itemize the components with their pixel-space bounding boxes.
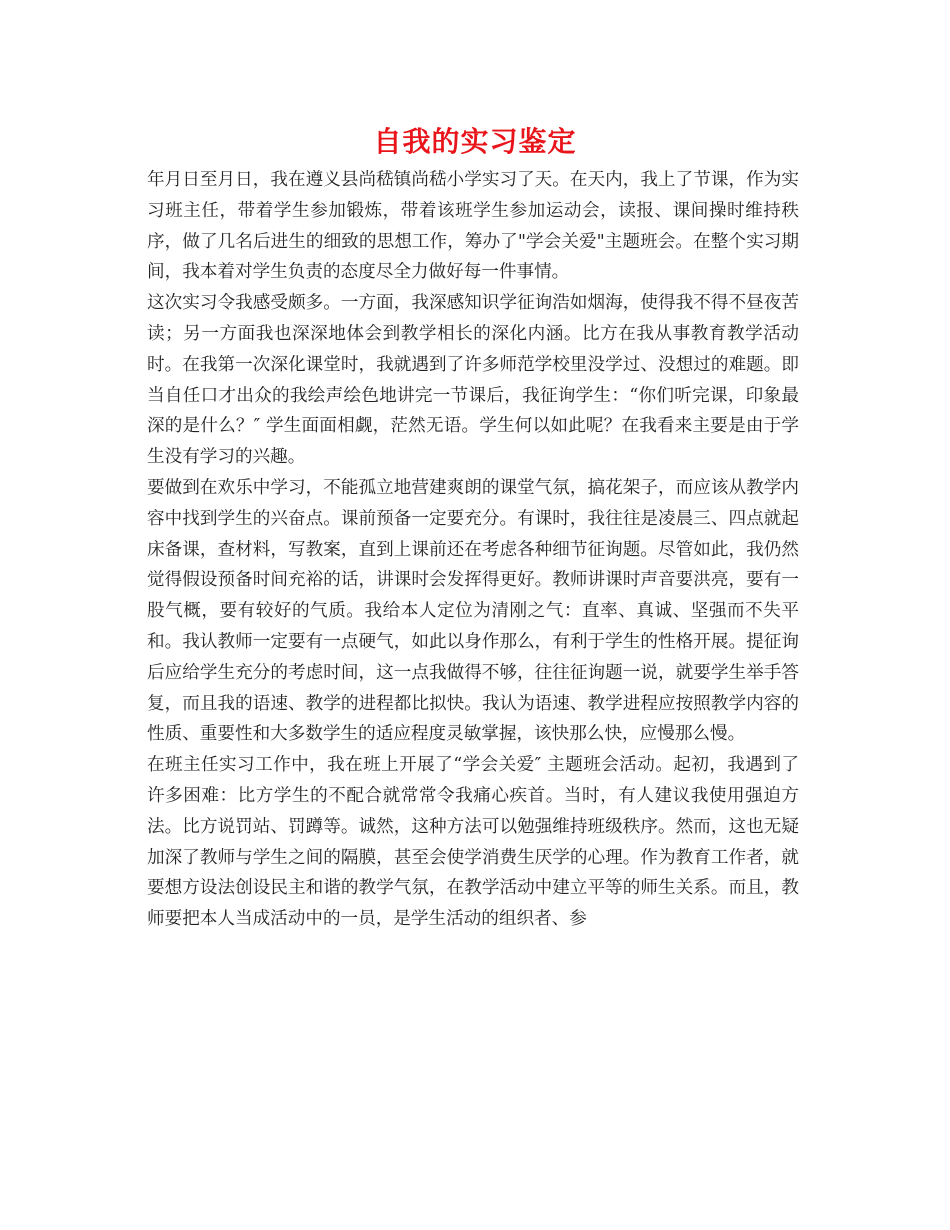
paragraph-4: 在班主任实习工作中，我在班上开展了“学会关爱″ 主题班会活动。起初，我遇到了许多困难：比方学生的不配合就常常令我痛心疾首。当时，有人建议我使用强迫方法。比方说罚站、罚蹲等。诚然，这种方法可以勉强维持班级秩序。然而，这也无疑加深了教师与学生之间的隔膜，甚至会使学消费生厌学的心理。作为教育工作者，就要想方设法创设民主和谐的教学气氛，在教学活动中建立平等的师生关系。而且，教师要把本人当成活动中的一员，是学生活动的组织者、参 xyxy=(147,755,799,930)
document-title: 自我的实习鉴定 xyxy=(373,125,577,158)
paragraph-2: 这次实习令我感受颇多。一方面，我深感知识学征询浩如烟海，使得我不得不昼夜苦读；另一方面我也深深地体会到教学相长的深化内涵。比方在我从事教育教学活动时。在我第一次深化课堂时，我就遇到了许多师范学校里没学过、没想过的难题。即当自任口才出众的我绘声绘色地讲完一节课后，我征询学生：“你们听完课，印象最深的是什么？″ 学生面面相觑，茫然无语。学生何以如此呢？在我看来主要是由于学生没有学习的兴趣。 xyxy=(147,293,799,468)
document-body xyxy=(147,165,799,935)
paragraph-3: 要做到在欢乐中学习，不能孤立地营建爽朗的课堂气氛，搞花架子，而应该从教学内容中找到学生的兴奋点。课前预备一定要充分。有课时，我往往是凌晨三、四点就起床备课，查材料，写教案，直到上课前还在考虑各种细节征询题。尽管如此，我仍然觉得假设预备时间充裕的话，讲课时会发挥得更好。教师讲课时声音要洪亮，要有一股气概，要有较好的气质。我给本人定位为清刚之气：直率、真诚、坚强而不失平和。我认教师一定要有一点硬气，如此以身作那么，有利于学生的性格开展。提征询后应给学生充分的考虑时间，这一点我做得不够，往往征询题一说，就要学生举手答复，而且我的语速、教学的进程都比拟快。我认为语速、教学进程应按照教学内容的性质、重要性和大多数学生的适应程度灵敏掌握，该快那么快，应慢那么慢。 xyxy=(147,477,799,745)
paragraph-1: 年月日至月日，我在遵义县尚嵇镇尚嵇小学实习了天。在天内，我上了节课，作为实习班主任，带着学生参加锻炼，带着该班学生参加运动会，读报、课间操时维持秩序，做了几名后进生的细致的思想工作，筹办了"学会关爱"主题班会。在整个实习期间，我本着对学生负责的态度尽全力做好每一件事情。 xyxy=(147,170,799,283)
